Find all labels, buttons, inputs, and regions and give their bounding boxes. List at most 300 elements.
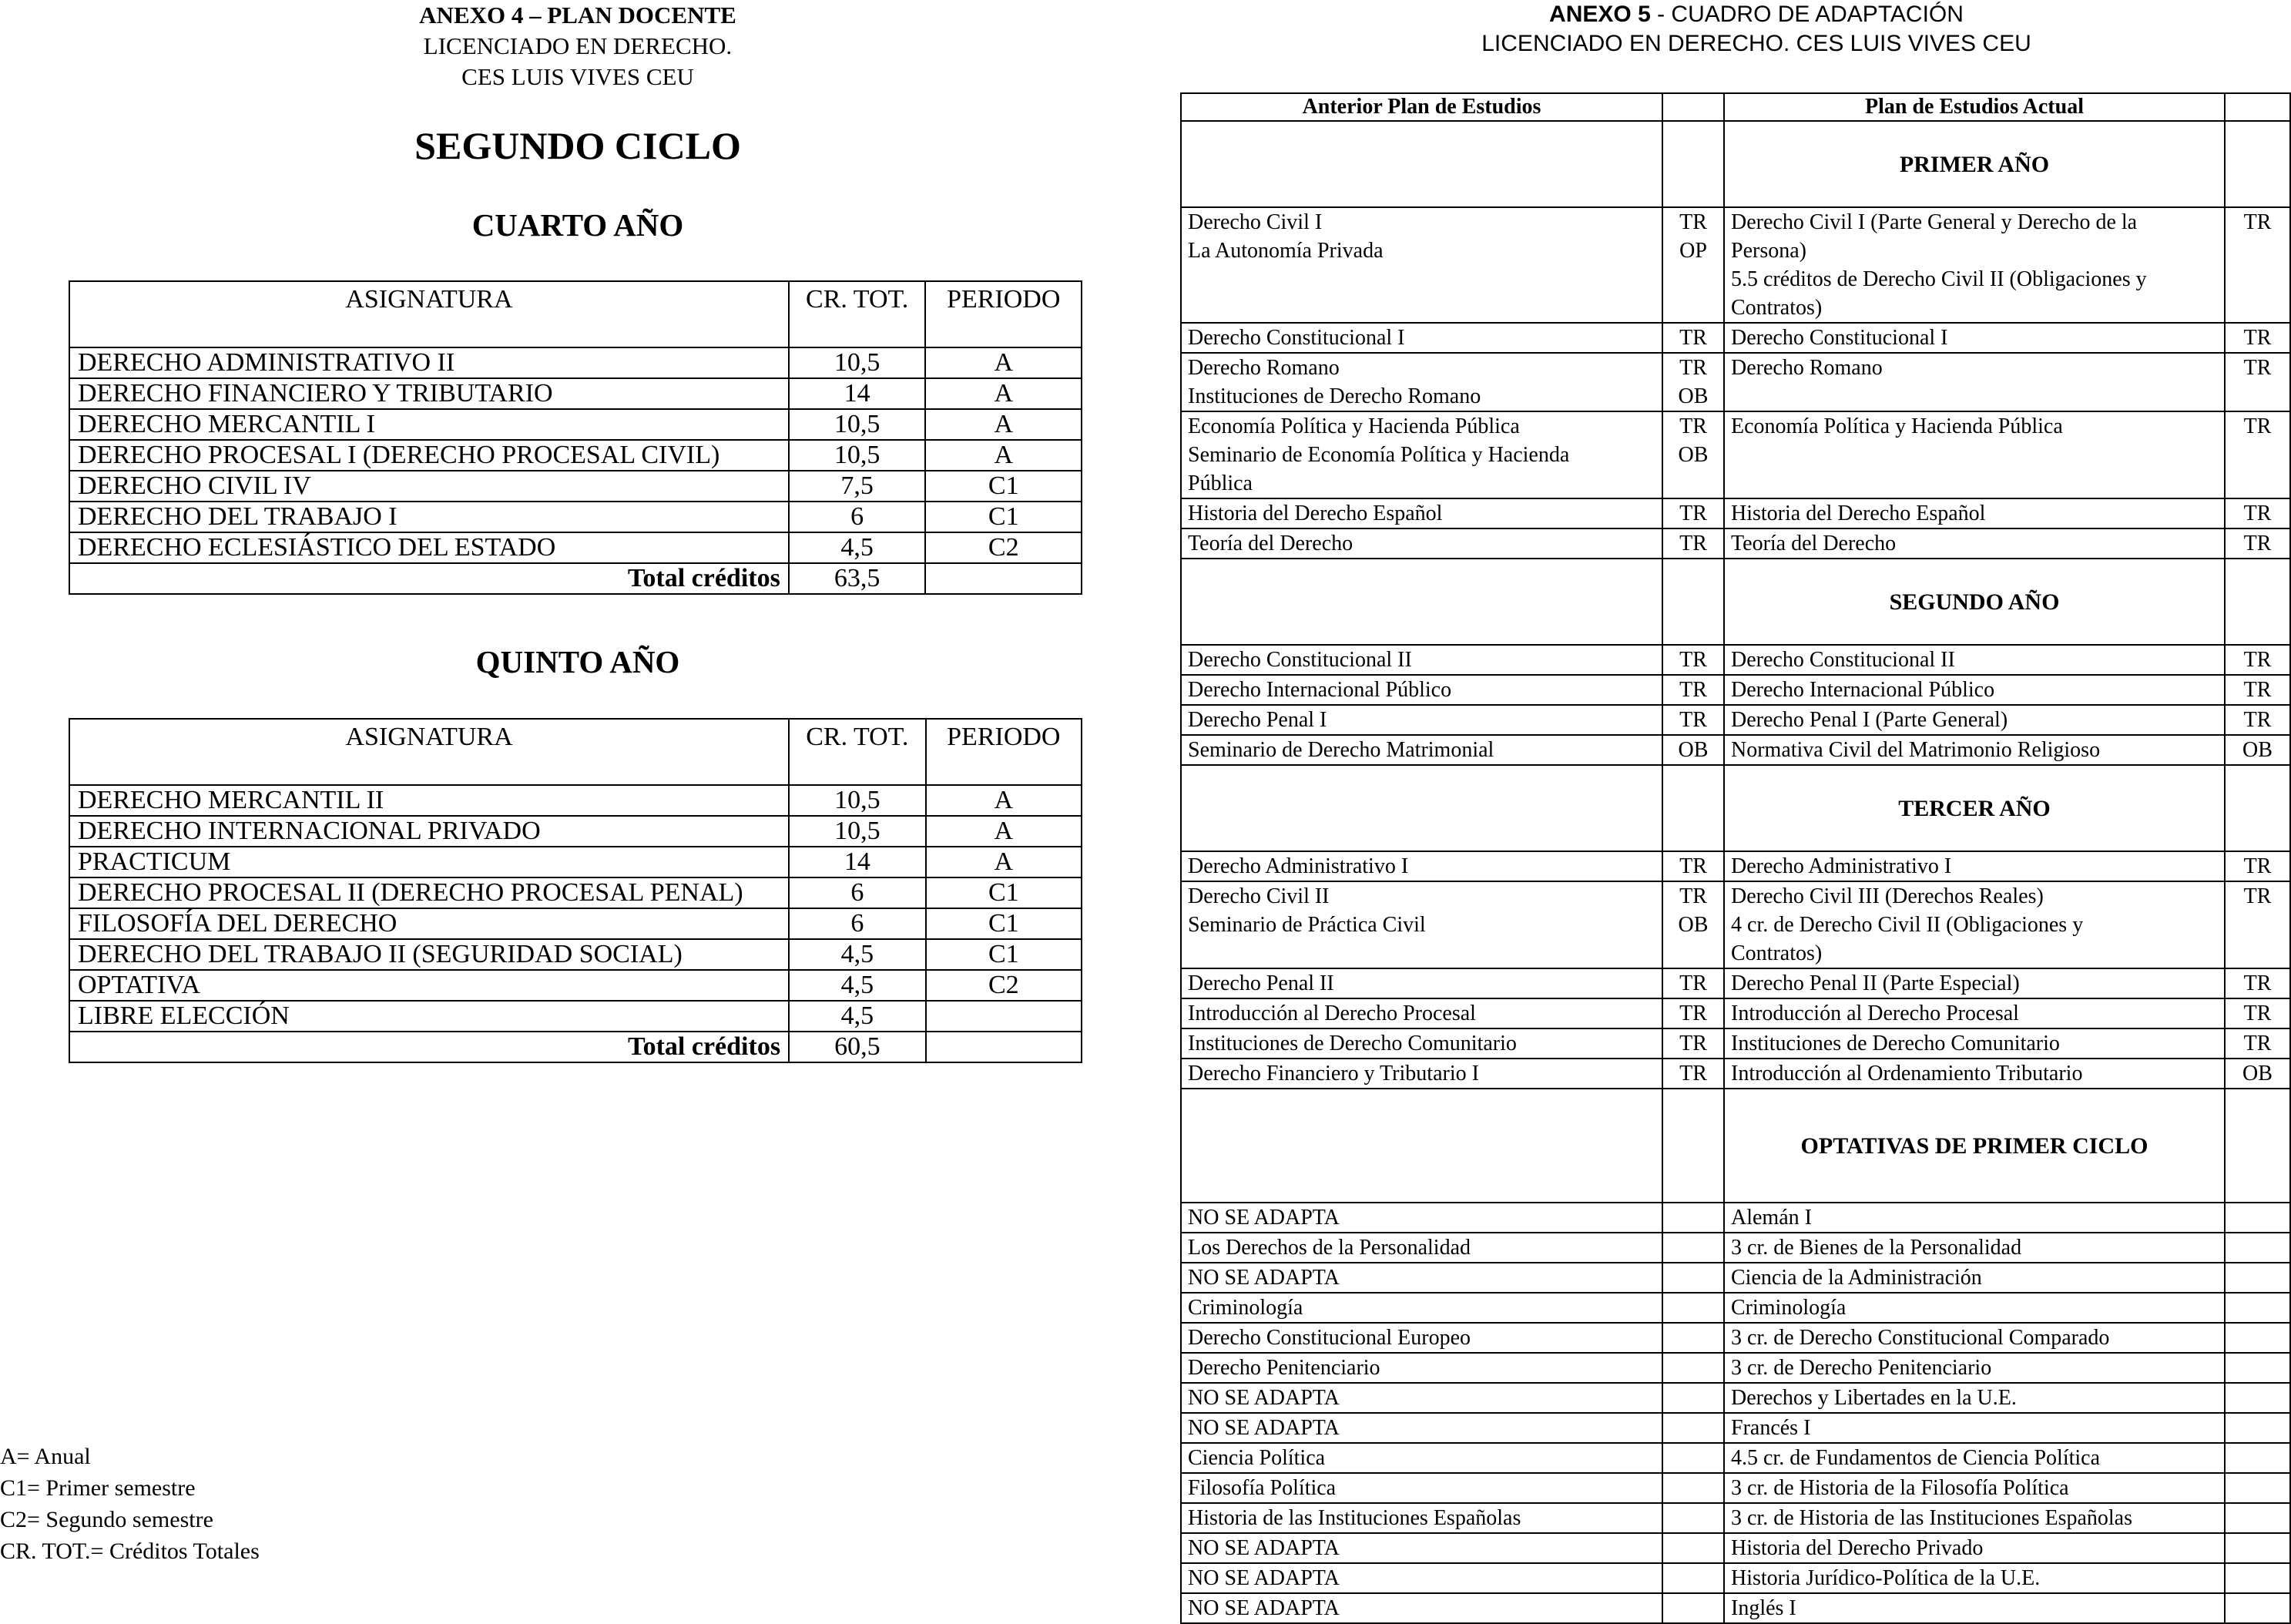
old-code-line: TR — [1679, 532, 1707, 555]
legend-item: CR. TOT.= Créditos Totales — [0, 1538, 260, 1564]
new-subject-line: 3 cr. de Historia de las Instituciones Españolas — [1731, 1506, 2132, 1530]
legend-item: C2= Segundo semestre — [0, 1507, 213, 1532]
old-subject-line: Derecho Civil I — [1188, 210, 1323, 234]
old-subject-line: Economía Política y Hacienda Pública — [1188, 414, 1520, 438]
new-subject-line: 3 cr. de Historia de la Filosofía Política — [1731, 1476, 2069, 1500]
subject-credits: 4,5 — [789, 1001, 926, 1032]
total-row — [69, 563, 1082, 594]
old-subject — [1181, 1383, 1662, 1413]
subject-row — [69, 502, 1082, 532]
new-code — [2225, 1203, 2290, 1233]
old-code — [1662, 411, 1724, 498]
subject-credits: 4,5 — [789, 939, 926, 970]
annex5-title: ANEXO 5 — [1549, 2, 1651, 27]
old-code-line: TR — [1679, 884, 1707, 908]
new-code — [2225, 1353, 2290, 1383]
new-subject-line: Derechos y Libertades en la U.E. — [1731, 1386, 2017, 1410]
adaptation-row — [1181, 1563, 2290, 1593]
new-subject — [1724, 968, 2225, 998]
new-code-line: TR — [2243, 414, 2272, 438]
new-subject — [1724, 1383, 2225, 1413]
new-code — [2225, 851, 2290, 881]
old-code-line: OB — [1678, 913, 1709, 937]
subject-row — [69, 939, 1082, 970]
old-subject — [1181, 968, 1662, 998]
right-heading — [1271, 0, 2242, 59]
cycle-title: SEGUNDO CICLO — [414, 124, 741, 167]
section-empty — [2225, 1089, 2290, 1203]
subject-row — [69, 409, 1082, 440]
subject-name: DERECHO PROCESAL II (DERECHO PROCESAL PENAL) — [69, 877, 789, 908]
old-code — [1662, 735, 1724, 765]
adaptation-row — [1181, 411, 2290, 498]
adaptation-table — [1180, 92, 2291, 1624]
new-subject-line: Introducción al Ordenamiento Tributario — [1731, 1062, 2083, 1085]
section-empty — [1181, 1089, 1662, 1203]
old-code — [1662, 1059, 1724, 1089]
new-code-line: TR — [2243, 326, 2272, 350]
old-subject-line: Filosofía Política — [1188, 1476, 1337, 1500]
old-subject-line: Introducción al Derecho Procesal — [1188, 1002, 1476, 1025]
old-subject-line: NO SE ADAPTA — [1188, 1596, 1340, 1620]
new-code — [2225, 207, 2290, 323]
old-code-line: TR — [1679, 971, 1707, 995]
old-code-line: OB — [1678, 443, 1709, 467]
old-subject — [1181, 411, 1662, 498]
new-subject-line: Historia Jurídico-Política de la U.E. — [1731, 1566, 2041, 1590]
new-code — [2225, 498, 2290, 528]
old-subject — [1181, 1233, 1662, 1263]
section-row — [1181, 121, 2290, 207]
old-subject — [1181, 323, 1662, 353]
adaptation-row — [1181, 323, 2290, 353]
subject-period: A — [925, 347, 1082, 378]
new-subject-line: Ciencia de la Administración — [1731, 1266, 1982, 1290]
old-subject — [1181, 1293, 1662, 1323]
new-code-line: OB — [2242, 738, 2273, 762]
new-subject-line: Derecho Civil I (Parte General y Derecho de la — [1731, 210, 2138, 234]
new-subject-line: Persona) — [1731, 239, 1806, 263]
old-subject — [1181, 1533, 1662, 1563]
subject-row — [69, 347, 1082, 378]
adaptation-row — [1181, 1233, 2290, 1263]
new-subject — [1724, 1059, 2225, 1089]
new-subject — [1724, 1203, 2225, 1233]
header-credits: CR. TOT. — [789, 719, 926, 785]
new-code-line: TR — [2243, 854, 2272, 878]
section-empty — [1181, 559, 1662, 645]
new-code — [2225, 1563, 2290, 1593]
new-subject-line: Contratos) — [1731, 941, 1823, 965]
new-code-line: TR — [2243, 532, 2272, 555]
new-subject — [1724, 851, 2225, 881]
old-code — [1662, 1563, 1724, 1593]
old-subject-line: Seminario de Práctica Civil — [1188, 913, 1426, 937]
new-subject-line: Derecho Romano — [1731, 356, 1883, 380]
new-subject — [1724, 1028, 2225, 1059]
subject-period: A — [926, 816, 1082, 847]
annex4-institution: CES LUIS VIVES CEU — [461, 63, 694, 90]
old-subject-line: NO SE ADAPTA — [1188, 1416, 1340, 1440]
old-code-line: TR — [1679, 678, 1707, 702]
left-heading — [347, 0, 809, 92]
old-subject-line: Ciencia Política — [1188, 1446, 1326, 1470]
old-subject-line: NO SE ADAPTA — [1188, 1566, 1340, 1590]
new-subject-line: Introducción al Derecho Procesal — [1731, 1002, 2019, 1025]
old-subject — [1181, 1473, 1662, 1503]
section-empty — [1181, 765, 1662, 851]
subject-credits: 10,5 — [789, 440, 926, 471]
adaptation-row — [1181, 1443, 2290, 1473]
old-code — [1662, 1533, 1724, 1563]
subject-row — [69, 877, 1082, 908]
new-subject-line: 4.5 cr. de Fundamentos de Ciencia Política — [1731, 1446, 2101, 1470]
new-subject — [1724, 998, 2225, 1028]
new-subject — [1724, 645, 2225, 675]
new-code — [2225, 1383, 2290, 1413]
subject-name: LIBRE ELECCIÓN — [69, 1001, 789, 1032]
old-subject-line: Derecho Civil II — [1188, 884, 1330, 908]
year5-title: QUINTO AÑO — [475, 644, 680, 679]
old-subject — [1181, 881, 1662, 968]
old-subject-line: Los Derechos de la Personalidad — [1188, 1236, 1471, 1260]
old-subject-line: Instituciones de Derecho Romano — [1188, 384, 1481, 408]
new-subject — [1724, 1293, 2225, 1323]
old-subject-line: Criminología — [1188, 1296, 1303, 1320]
subject-name: DERECHO CIVIL IV — [69, 471, 789, 502]
old-subject-line: Derecho Penal I — [1188, 708, 1327, 732]
old-subject — [1181, 1353, 1662, 1383]
new-subject — [1724, 1443, 2225, 1473]
new-code — [2225, 1443, 2290, 1473]
adaptation-row — [1181, 1059, 2290, 1089]
subject-row — [69, 785, 1082, 816]
subject-credits: 4,5 — [789, 532, 926, 563]
section-row — [1181, 765, 2290, 851]
col-new-code — [2225, 93, 2290, 121]
old-code — [1662, 1443, 1724, 1473]
subject-period: A — [925, 440, 1082, 471]
new-code-line: TR — [2243, 1032, 2272, 1055]
subject-credits: 6 — [789, 502, 926, 532]
new-code-line: TR — [2243, 708, 2272, 732]
new-code — [2225, 1533, 2290, 1563]
new-code — [2225, 735, 2290, 765]
old-subject — [1181, 1593, 1662, 1623]
old-subject-line: NO SE ADAPTA — [1188, 1536, 1340, 1560]
adaptation-row — [1181, 645, 2290, 675]
new-subject-line: Inglés I — [1731, 1596, 1796, 1620]
subject-credits: 10,5 — [789, 816, 926, 847]
adaptation-row — [1181, 1413, 2290, 1443]
old-code — [1662, 1593, 1724, 1623]
new-code — [2225, 1293, 2290, 1323]
new-code-line: TR — [2243, 210, 2272, 234]
year4-title: CUARTO AÑO — [471, 207, 684, 243]
new-subject — [1724, 1263, 2225, 1293]
new-code — [2225, 705, 2290, 735]
old-code — [1662, 675, 1724, 705]
new-subject-line: Historia del Derecho Privado — [1731, 1536, 1984, 1560]
old-subject — [1181, 353, 1662, 411]
old-code — [1662, 645, 1724, 675]
subject-period: C2 — [926, 970, 1082, 1001]
col-old-plan: Anterior Plan de Estudios — [1181, 93, 1662, 121]
adaptation-row — [1181, 1263, 2290, 1293]
old-subject — [1181, 498, 1662, 528]
new-subject-line: Instituciones de Derecho Comunitario — [1731, 1032, 2060, 1055]
old-code — [1662, 1323, 1724, 1353]
new-code — [2225, 998, 2290, 1028]
old-code — [1662, 851, 1724, 881]
subject-row — [69, 471, 1082, 502]
subject-period: C1 — [926, 877, 1082, 908]
section-title: TERCER AÑO — [1724, 765, 2225, 851]
new-code — [2225, 1233, 2290, 1263]
section-empty — [1662, 559, 1724, 645]
subject-row — [69, 908, 1082, 939]
old-code-line: TR — [1679, 502, 1707, 525]
old-subject — [1181, 851, 1662, 881]
old-subject-line: NO SE ADAPTA — [1188, 1386, 1340, 1410]
new-subject — [1724, 1413, 2225, 1443]
new-subject — [1724, 675, 2225, 705]
old-subject-line: Derecho Romano — [1188, 356, 1340, 380]
new-subject — [1724, 207, 2225, 323]
section-empty — [1662, 1089, 1724, 1203]
adaptation-row — [1181, 528, 2290, 559]
legend — [0, 1441, 260, 1567]
old-code-line: TR — [1679, 326, 1707, 350]
new-code-line: TR — [2243, 648, 2272, 672]
subject-period — [926, 1001, 1082, 1032]
new-subject-line: Economía Política y Hacienda Pública — [1731, 414, 2063, 438]
subject-period: A — [925, 409, 1082, 440]
new-code-line: TR — [2243, 884, 2272, 908]
old-code — [1662, 323, 1724, 353]
header-subject: ASIGNATURA — [69, 281, 789, 347]
annex5-degree: LICENCIADO EN DERECHO. CES LUIS VIVES CEU — [1481, 31, 2031, 56]
subject-name: DERECHO DEL TRABAJO II (SEGURIDAD SOCIAL) — [69, 939, 789, 970]
total-label: Total créditos — [69, 1032, 789, 1062]
old-subject-line: Derecho Penitenciario — [1188, 1356, 1380, 1380]
old-subject-line: Derecho Internacional Público — [1188, 678, 1452, 702]
subject-row — [69, 847, 1082, 877]
old-subject — [1181, 207, 1662, 323]
new-subject-line: Derecho Constitucional I — [1731, 326, 1948, 350]
adaptation-row — [1181, 675, 2290, 705]
old-code — [1662, 1293, 1724, 1323]
old-subject-line: Historia de las Instituciones Españolas — [1188, 1506, 1521, 1530]
old-subject — [1181, 705, 1662, 735]
new-subject — [1724, 1533, 2225, 1563]
new-subject-line: 5.5 créditos de Derecho Civil II (Obligaciones y — [1731, 267, 2147, 291]
old-code-line: TR — [1679, 356, 1707, 380]
new-code — [2225, 323, 2290, 353]
new-subject-line: Francés I — [1731, 1416, 1811, 1440]
old-code — [1662, 1473, 1724, 1503]
section-empty — [1662, 121, 1724, 207]
annex4-degree: LICENCIADO EN DERECHO. — [423, 32, 733, 59]
old-code — [1662, 1413, 1724, 1443]
new-code — [2225, 881, 2290, 968]
subject-name: DERECHO ADMINISTRATIVO II — [69, 347, 789, 378]
old-subject-line: Derecho Administrativo I — [1188, 854, 1409, 878]
old-subject — [1181, 1413, 1662, 1443]
subject-name: PRACTICUM — [69, 847, 789, 877]
adaptation-row — [1181, 1028, 2290, 1059]
new-code — [2225, 528, 2290, 559]
new-subject-line: Derecho Penal I (Parte General) — [1731, 708, 2008, 732]
old-subject-line: Pública — [1188, 471, 1253, 495]
adaptation-row — [1181, 1323, 2290, 1353]
new-code — [2225, 1413, 2290, 1443]
new-code — [2225, 1593, 2290, 1623]
new-code-line: TR — [2243, 971, 2272, 995]
old-code-line: TR — [1679, 1032, 1707, 1055]
left-page — [0, 0, 1140, 1599]
new-subject-line: 3 cr. de Derecho Penitenciario — [1731, 1356, 1992, 1380]
subject-name: DERECHO DEL TRABAJO I — [69, 502, 789, 532]
new-code — [2225, 411, 2290, 498]
adaptation-row — [1181, 498, 2290, 528]
subject-credits: 10,5 — [789, 347, 926, 378]
old-code — [1662, 998, 1724, 1028]
section-empty — [2225, 765, 2290, 851]
subject-name: DERECHO PROCESAL I (DERECHO PROCESAL CIVIL) — [69, 440, 789, 471]
new-subject — [1724, 1233, 2225, 1263]
old-code-line: OP — [1679, 239, 1707, 263]
new-code — [2225, 968, 2290, 998]
old-subject — [1181, 1563, 1662, 1593]
subject-period: A — [926, 847, 1082, 877]
adaptation-row — [1181, 1293, 2290, 1323]
new-code-line: TR — [2243, 678, 2272, 702]
col-new-plan: Plan de Estudios Actual — [1724, 93, 2225, 121]
old-subject-line: Seminario de Economía Política y Hacienda — [1188, 443, 1570, 467]
old-subject-line: Derecho Financiero y Tributario I — [1188, 1062, 1479, 1085]
subject-period: A — [926, 785, 1082, 816]
old-subject — [1181, 735, 1662, 765]
new-subject — [1724, 411, 2225, 498]
header-period: PERIODO — [926, 719, 1082, 785]
old-code — [1662, 1383, 1724, 1413]
new-code — [2225, 1028, 2290, 1059]
new-code — [2225, 645, 2290, 675]
adaptation-row — [1181, 1503, 2290, 1533]
old-code — [1662, 528, 1724, 559]
new-subject-line: Derecho Administrativo I — [1731, 854, 1952, 878]
old-code-line: TR — [1679, 1062, 1707, 1085]
section-row — [1181, 559, 2290, 645]
adaptation-row — [1181, 1383, 2290, 1413]
new-subject-line: Teoría del Derecho — [1731, 532, 1897, 555]
subject-name: DERECHO INTERNACIONAL PRIVADO — [69, 816, 789, 847]
subject-row — [69, 532, 1082, 563]
subject-period: C1 — [925, 502, 1082, 532]
subject-period: C1 — [926, 939, 1082, 970]
old-code — [1662, 1263, 1724, 1293]
old-subject-line: Seminario de Derecho Matrimonial — [1188, 738, 1494, 762]
new-subject — [1724, 528, 2225, 559]
new-subject — [1724, 1323, 2225, 1353]
old-subject — [1181, 1028, 1662, 1059]
old-code — [1662, 207, 1724, 323]
subject-credits: 7,5 — [789, 471, 926, 502]
old-subject-line: Derecho Penal II — [1188, 971, 1334, 995]
header-credits: CR. TOT. — [789, 281, 926, 347]
adaptation-row — [1181, 881, 2290, 968]
old-subject — [1181, 1203, 1662, 1233]
header-period: PERIODO — [925, 281, 1082, 347]
subject-name: DERECHO MERCANTIL I — [69, 409, 789, 440]
total-row — [69, 1032, 1082, 1062]
new-subject-line: Historia del Derecho Español — [1731, 502, 1986, 525]
new-subject-line: Derecho Penal II (Parte Especial) — [1731, 971, 2020, 995]
old-subject-line: La Autonomía Privada — [1188, 239, 1384, 263]
old-code-line: TR — [1679, 414, 1707, 438]
subject-credits: 4,5 — [789, 970, 926, 1001]
adaptation-row — [1181, 1203, 2290, 1233]
subject-credits: 6 — [789, 877, 926, 908]
new-subject — [1724, 735, 2225, 765]
header-subject: ASIGNATURA — [69, 719, 789, 785]
total-empty — [926, 1032, 1082, 1062]
adaptation-row — [1181, 1473, 2290, 1503]
old-code — [1662, 1233, 1724, 1263]
subject-row — [69, 378, 1082, 409]
section-title: SEGUNDO AÑO — [1724, 559, 2225, 645]
old-code-line: OB — [1678, 738, 1709, 762]
old-subject — [1181, 1503, 1662, 1533]
adaptation-row — [1181, 353, 2290, 411]
old-code — [1662, 498, 1724, 528]
subject-name: DERECHO ECLESIÁSTICO DEL ESTADO — [69, 532, 789, 563]
old-code — [1662, 705, 1724, 735]
year5-table — [69, 718, 1082, 1063]
old-subject-line: NO SE ADAPTA — [1188, 1206, 1340, 1230]
section-title: OPTATIVAS DE PRIMER CICLO — [1724, 1089, 2225, 1203]
adaptation-row — [1181, 1353, 2290, 1383]
subject-name: DERECHO FINANCIERO Y TRIBUTARIO — [69, 378, 789, 409]
old-code-line: TR — [1679, 648, 1707, 672]
adaptation-row — [1181, 968, 2290, 998]
new-code — [2225, 1059, 2290, 1089]
old-code — [1662, 1503, 1724, 1533]
old-code — [1662, 1028, 1724, 1059]
new-subject-line: Alemán I — [1731, 1206, 1812, 1230]
subject-name: DERECHO MERCANTIL II — [69, 785, 789, 816]
adaptation-row — [1181, 998, 2290, 1028]
section-row — [1181, 1089, 2290, 1203]
old-subject — [1181, 1323, 1662, 1353]
adaptation-row — [1181, 1593, 2290, 1623]
subject-row — [69, 816, 1082, 847]
year4-table — [69, 280, 1082, 595]
annex5-subtitle: - CUADRO DE ADAPTACIÓN — [1650, 2, 1964, 27]
subject-name: FILOSOFÍA DEL DERECHO — [69, 908, 789, 939]
new-subject-line: 4 cr. de Derecho Civil II (Obligaciones y — [1731, 913, 2084, 937]
section-empty — [1662, 765, 1724, 851]
adaptation-row — [1181, 851, 2290, 881]
new-subject — [1724, 1473, 2225, 1503]
new-subject — [1724, 353, 2225, 411]
old-code-line: TR — [1679, 708, 1707, 732]
new-subject-line: 3 cr. de Bienes de la Personalidad — [1731, 1236, 2022, 1260]
subject-period: C1 — [925, 471, 1082, 502]
section-empty — [2225, 121, 2290, 207]
subject-name: OPTATIVA — [69, 970, 789, 1001]
